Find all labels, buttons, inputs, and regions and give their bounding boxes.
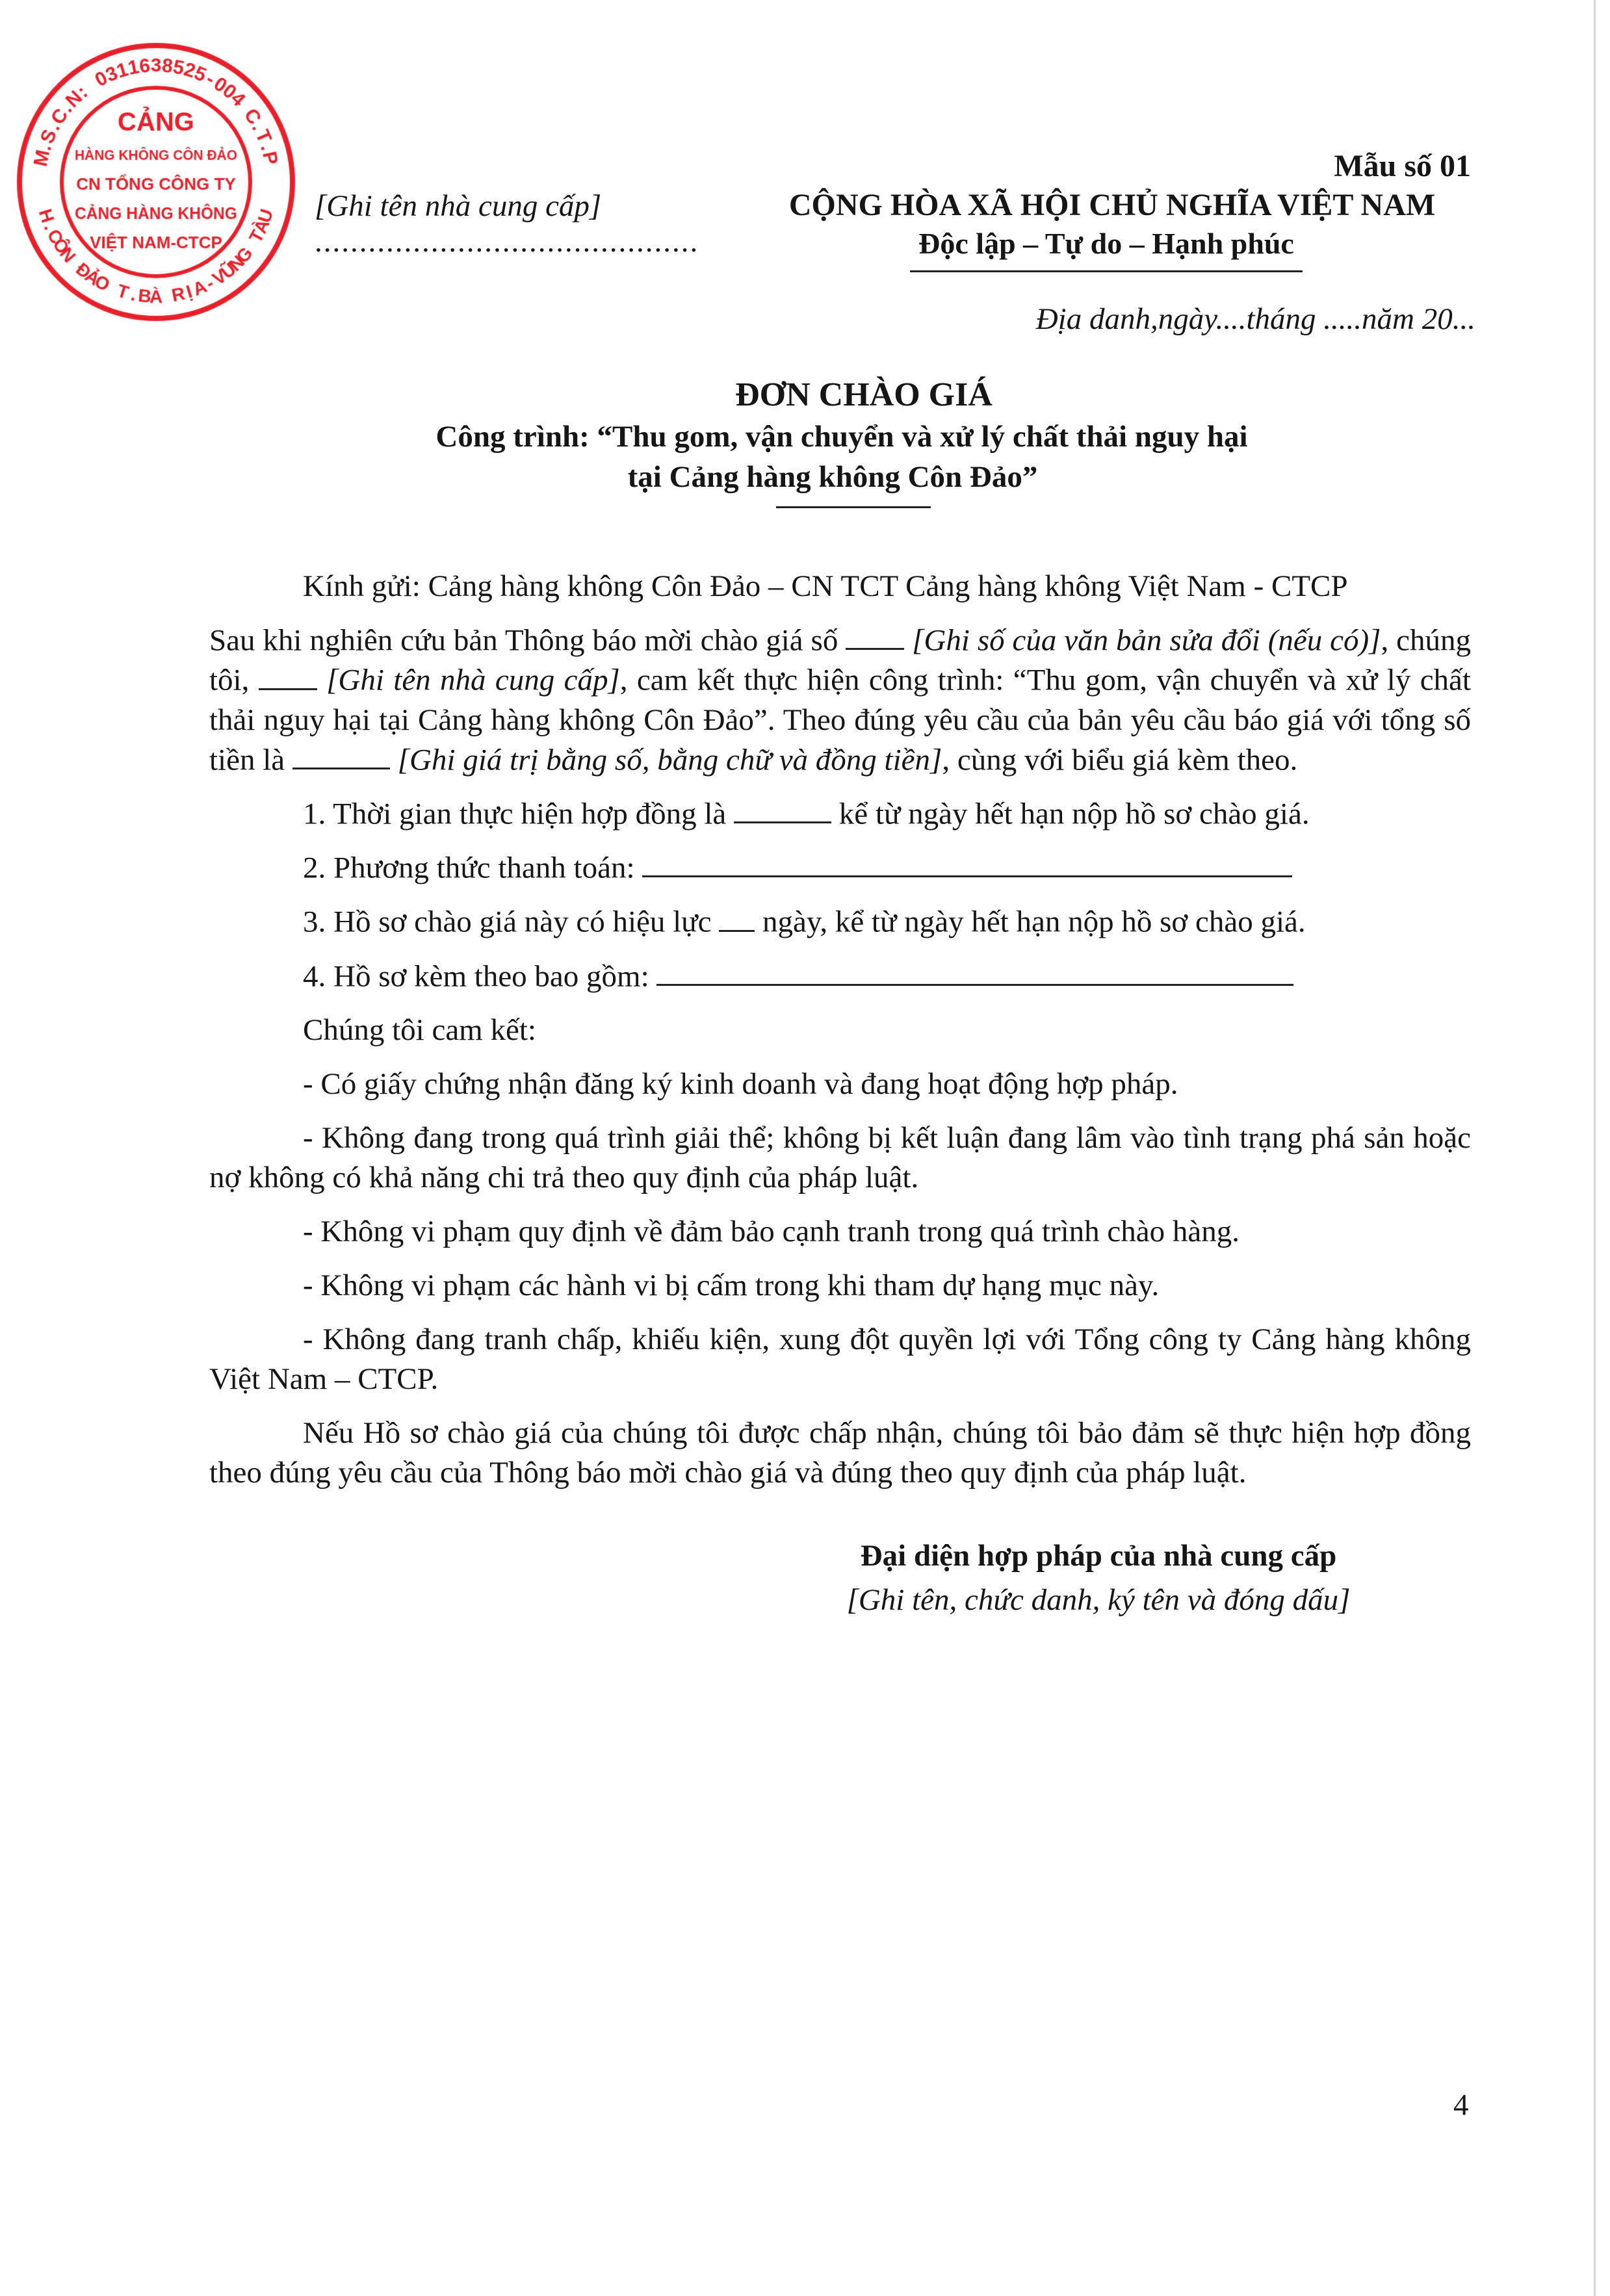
project-line-1: Công trình: “Thu gom, vận chuyển và xử lý chất thải nguy hại <box>435 420 1248 454</box>
blank-field <box>642 848 1292 877</box>
closing-paragraph: Nếu Hồ sơ chào giá của chúng tôi được chấp nhận, chúng tôi bảo đảm sẽ thực hiện hợp đồng theo đúng yêu cầu của Thông báo mời chào giá và đúng theo quy định của pháp luật. <box>209 1416 1471 1490</box>
commit-heading: Chúng tôi cam kết: <box>303 1013 536 1048</box>
letter-body <box>209 567 1471 1493</box>
blank-field <box>656 957 1293 986</box>
intro-paragraph: Sau khi nghiên cứu bản Thông báo mời chào giá số [Ghi số của văn bản sửa đổi (nếu có)], chúng tôi, [Ghi tên nhà cung cấp], cam kết thực hiện công trình: “Thu gom, vận chuyển và xử lý chất thải nguy hại tại Cảng hàng không Côn Đảo”. Theo đúng yêu cầu của bản yêu cầu báo giá với tổng số tiền là [Ghi giá trị bằng số, bằng chữ và đồng tiền], cùng với biểu giá kèm theo. <box>209 621 1471 780</box>
national-motto: Độc lập – Tự do – Hạnh phúc <box>918 227 1294 260</box>
commitment-2: - Không đang trong quá trình giải thể; không bị kết luận đang lâm vào tình trạng phá sản hoặc nợ không có khả năng chi trả theo quy định của pháp luật. <box>209 1121 1471 1195</box>
signature-block <box>715 1534 1482 1622</box>
item-2: 2. Phương thức thanh toán: <box>209 848 1471 888</box>
signature-note: [Ghi tên, chức danh, ký tên và đóng dấu] <box>846 1583 1351 1617</box>
commitment-4: - Không vi phạm các hành vi bị cấm trong khi tham dự hạng mục này. <box>303 1269 1160 1303</box>
place-date-line: Địa danh,ngày....tháng .....năm 20... <box>1035 302 1475 336</box>
motto-underline <box>910 270 1303 272</box>
blank-field <box>734 794 831 823</box>
commitment-5: - Không đang tranh chấp, khiếu kiện, xung đột quyền lợi với Tổng công ty Cảng hàng không Việt Nam – CTCP. <box>209 1322 1471 1397</box>
item-3: 3. Hồ sơ chào giá này có hiệu lực ngày, kể từ ngày hết hạn nộp hồ sơ chào giá. <box>209 902 1471 942</box>
blank-field <box>719 902 755 931</box>
form-number: Mẫu số 01 <box>1334 149 1471 183</box>
nation-title: CỘNG HÒA XÃ HỘI CHỦ NGHĨA VIỆT NAM <box>788 188 1436 222</box>
addressee: Kính gửi: Cảng hàng không Côn Đảo – CN TCT Cảng hàng không Việt Nam - CTCP <box>303 569 1348 603</box>
commitment-1: - Có giấy chứng nhận đăng ký kinh doanh và đang hoạt động hợp pháp. <box>303 1067 1178 1102</box>
supplier-dotted-line: ........................................... <box>315 225 699 259</box>
item-4: 4. Hồ sơ kèm theo bao gồm: <box>209 957 1471 996</box>
item-1: 1. Thời gian thực hiện hợp đồng là kể từ ngày hết hạn nộp hồ sơ chào giá. <box>209 794 1471 834</box>
scan-edge <box>1594 0 1596 2296</box>
page-number: 4 <box>1453 2088 1469 2122</box>
blank-field <box>259 660 317 690</box>
supplier-name-placeholder: [Ghi tên nhà cung cấp] <box>315 189 602 223</box>
company-seal-stamp <box>13 39 299 325</box>
signature-title: Đại diện hợp pháp của nhà cung cấp <box>860 1539 1337 1573</box>
project-line-2: tại Cảng hàng không Côn Đảo” <box>627 460 1038 494</box>
blank-field <box>292 740 390 769</box>
document-title: ĐƠN CHÀO GIÁ <box>735 376 993 413</box>
title-underline <box>776 506 931 508</box>
commitment-3: - Không vi phạm quy định về đảm bảo cạnh tranh trong quá trình chào hàng. <box>303 1215 1240 1249</box>
blank-field <box>846 621 904 650</box>
